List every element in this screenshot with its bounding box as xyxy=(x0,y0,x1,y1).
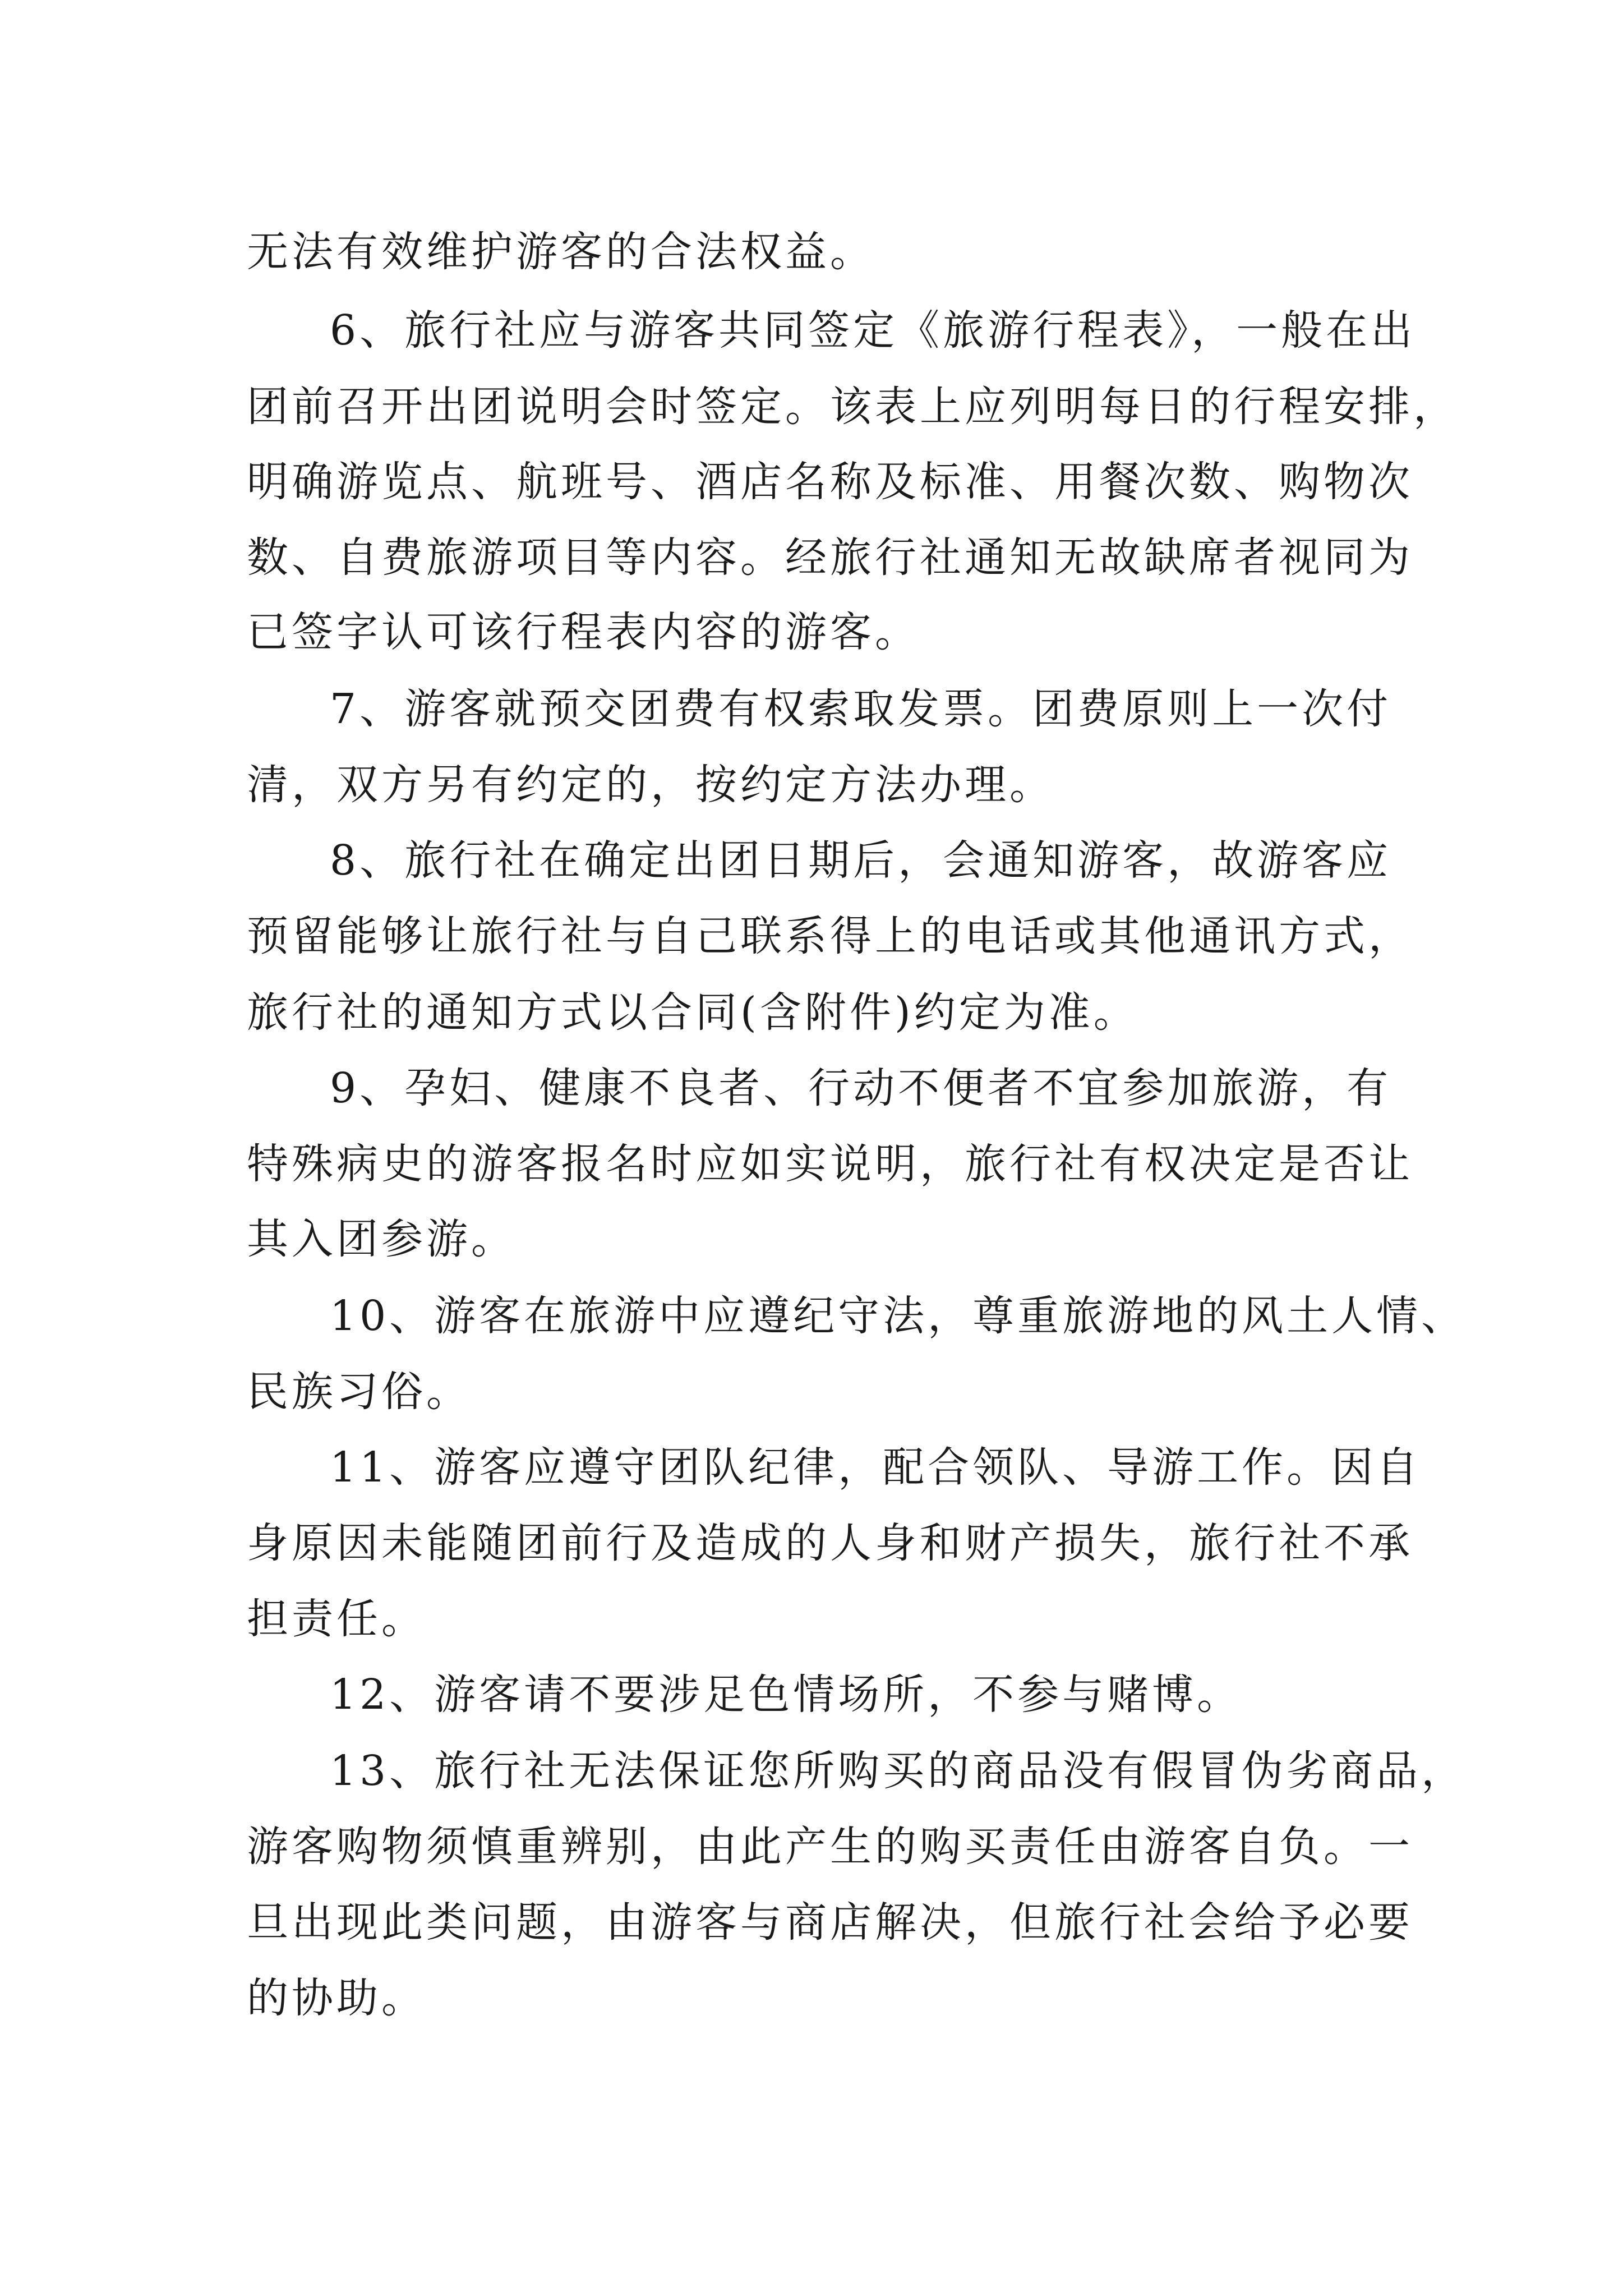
text-line: 的协助。 xyxy=(247,1974,426,2022)
text-line: 数、自费旅游项目等内容。经旅行社通知无故缺席者视同为 xyxy=(247,533,1413,582)
text-line: 清，双方另有约定的，按约定方法办理。 xyxy=(247,761,1054,809)
text-line: 旅行社的通知方式以合同(含附件)约定为准。 xyxy=(247,988,1138,1037)
text-line: 明确游览点、航班号、酒店名称及标准、用餐次数、购物次 xyxy=(247,458,1413,506)
text-line: 特殊病史的游客报名时应如实说明，旅行社有权决定是否让 xyxy=(247,1140,1413,1188)
text-line: 担责任。 xyxy=(247,1595,426,1643)
text-line: 民族习俗。 xyxy=(247,1368,471,1416)
text-line: 其入团参游。 xyxy=(247,1215,516,1263)
clause-6-line: 6、旅行社应与游客共同签定《旅游行程表》，一般在出 xyxy=(330,306,1416,355)
clause-13-line: 13、旅行社无法保证您所购买的商品没有假冒伪劣商品， xyxy=(330,1747,1467,1795)
text-line: 旦出现此类问题，由游客与商店解决，但旅行社会给予必要 xyxy=(247,1898,1413,1947)
text-line: 身原因未能随团前行及造成的人身和财产损失，旅行社不承 xyxy=(247,1519,1413,1567)
clause-11-line: 11、游客应遵守团队纪律，配合领队、导游工作。因自 xyxy=(330,1443,1422,1492)
clause-8-line: 8、旅行社在确定出团日期后，会通知游客，故游客应 xyxy=(330,836,1392,885)
text-line: 无法有效维护游客的合法权益。 xyxy=(247,228,875,276)
clause-9-line: 9、孕妇、健康不良者、行动不便者不宜参加旅游，有 xyxy=(330,1064,1392,1112)
text-line: 游客购物须慎重辨别，由此产生的购买责任由游客自负。一 xyxy=(247,1823,1413,1871)
text-line: 预留能够让旅行社与自己联系得上的电话或其他通讯方式， xyxy=(247,912,1413,960)
clause-7-line: 7、游客就预交团费有权索取发票。团费原则上一次付 xyxy=(330,685,1392,733)
clause-12-line: 12、游客请不要涉足色情场所，不参与赌博。 xyxy=(330,1671,1242,1719)
text-line: 已签字认可该行程表内容的游客。 xyxy=(247,608,920,656)
text-line: 团前召开出团说明会时签定。该表上应列明每日的行程安排， xyxy=(247,383,1458,431)
clause-10-line: 10、游客在旅游中应遵纪守法，尊重旅游地的风土人情、 xyxy=(330,1292,1467,1340)
